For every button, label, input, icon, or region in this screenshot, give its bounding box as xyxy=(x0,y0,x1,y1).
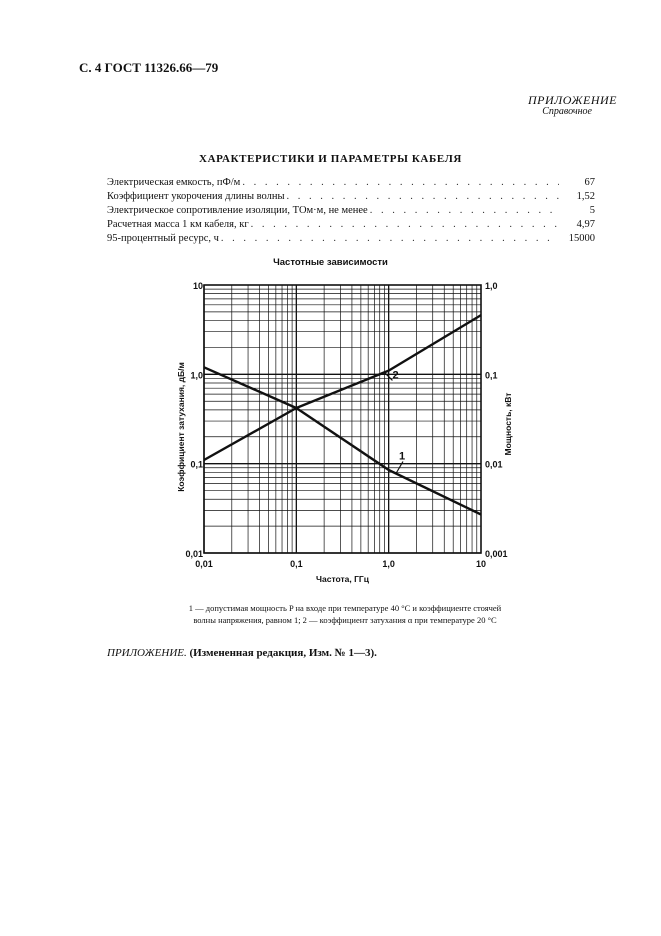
plot-frame xyxy=(204,285,481,553)
caption-line: волны напряжения, равном 1; 2 — коэффициент затухания α при температуре 20 °С xyxy=(193,615,497,625)
y-left-tick-label: 10 xyxy=(192,281,203,291)
dot-leader xyxy=(287,191,559,202)
parameter-label: 95-процентный ресурс, ч xyxy=(107,233,219,244)
y-left-tick-label: 0,1 xyxy=(190,459,203,470)
y-right-tick-label: 0,001 xyxy=(485,549,508,559)
y-axis-label-left: Коэффициент затухания, дБ/м xyxy=(176,362,186,492)
caption-line: 1 — допустимая мощность P на входе при температуре 40 °С и коэффициенте стоячей xyxy=(188,603,502,613)
appendix-label: ПРИЛОЖЕНИЕ xyxy=(528,93,617,107)
chart-title: Частотные зависимости xyxy=(273,257,388,268)
y-axis-label-right: Мощность, кВт xyxy=(503,392,513,456)
section-title: ХАРАКТЕРИСТИКИ И ПАРАМЕТРЫ КАБЕЛЯ xyxy=(199,153,462,165)
y-right-tick-label: 0,01 xyxy=(485,459,503,470)
appendix-type: Справочное xyxy=(542,106,592,117)
parameter-row xyxy=(107,191,595,205)
parameter-value: 67 xyxy=(584,177,595,188)
dot-leader xyxy=(370,205,559,216)
x-axis-label: Частота, ГГц xyxy=(316,574,369,584)
y-left-tick-label: 0,01 xyxy=(185,549,203,559)
parameter-value: 1,52 xyxy=(576,191,595,202)
parameters-list xyxy=(107,177,595,247)
chart-series xyxy=(204,315,481,514)
curve-1-label: 1 xyxy=(398,450,406,463)
dot-leader xyxy=(242,177,559,188)
parameter-value: 15000 xyxy=(568,233,595,244)
parameter-label: Электрическая емкость, пФ/м xyxy=(107,177,241,188)
y-left-tick-label: 1,0 xyxy=(190,370,203,381)
parameter-label: Коэффициент укорочения длины волны xyxy=(107,191,285,202)
x-tick-label: 10 xyxy=(475,559,487,569)
parameter-row xyxy=(107,219,595,233)
frequency-chart xyxy=(160,270,520,590)
parameter-value: 4,97 xyxy=(576,219,595,230)
parameter-row xyxy=(107,205,595,219)
parameter-row xyxy=(107,233,595,247)
chart-grid xyxy=(204,285,481,553)
parameter-row xyxy=(107,177,595,191)
dot-leader xyxy=(251,219,559,230)
parameter-value: 5 xyxy=(589,205,595,216)
footer-appendix: ПРИЛОЖЕНИЕ. xyxy=(107,647,187,659)
parameter-label: Электрическое сопротивление изоляции, ТОм·м, не менее xyxy=(107,205,368,216)
y-right-tick-label: 0,1 xyxy=(485,370,498,381)
y-right-tick-label: 1,0 xyxy=(485,281,498,291)
footer-note xyxy=(107,647,377,659)
x-tick-label: 1,0 xyxy=(382,559,395,569)
footer-revision: (Измененная редакция, Изм. № 1—3). xyxy=(189,647,377,659)
figure-caption xyxy=(150,602,540,626)
dot-leader xyxy=(221,233,559,244)
curve-2-label: 2 xyxy=(392,369,399,382)
page-header: С. 4 ГОСТ 11326.66—79 xyxy=(79,60,219,75)
x-tick-label: 0,01 xyxy=(195,559,213,569)
parameter-label: Расчетная масса 1 км кабеля, кг xyxy=(107,219,249,230)
x-tick-label: 0,1 xyxy=(290,559,303,569)
